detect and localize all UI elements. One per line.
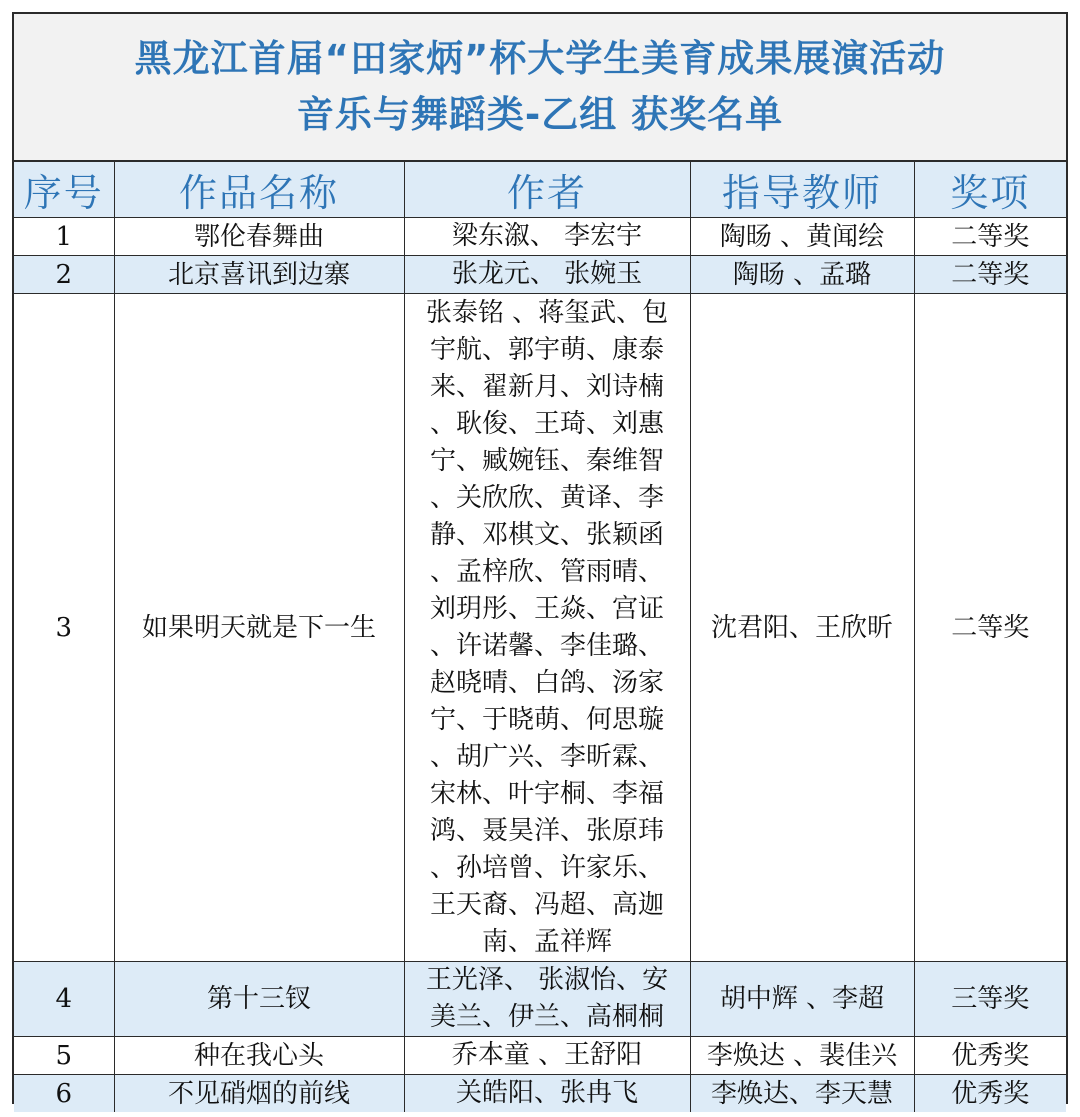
cell-work: 不见硝烟的前线	[114, 1075, 404, 1113]
table-row	[14, 1037, 1066, 1075]
cell-award: 二等奖	[914, 218, 1066, 256]
cell-award: 二等奖	[914, 256, 1066, 294]
cell-award: 三等奖	[914, 962, 1066, 1037]
cell-work: 如果明天就是下一生	[114, 294, 404, 962]
cell-no: 3	[14, 294, 114, 962]
cell-teacher: 李焕达、李天慧	[690, 1075, 914, 1113]
cell-no: 4	[14, 962, 114, 1037]
cell-authors: 梁东溆、 李宏宇	[404, 218, 690, 256]
table-row	[14, 1075, 1066, 1113]
header-teacher: 指导教师	[690, 162, 914, 218]
cell-teacher: 陶旸 、黄闻绘	[690, 218, 914, 256]
cell-no: 6	[14, 1075, 114, 1113]
cell-teacher: 李焕达 、裴佳兴	[690, 1037, 914, 1075]
table-header-row	[14, 162, 1066, 218]
cell-authors: 张龙元、 张婉玉	[404, 256, 690, 294]
award-sheet	[12, 12, 1068, 1109]
cell-no: 1	[14, 218, 114, 256]
table-row	[14, 218, 1066, 256]
cell-work: 第十三钗	[114, 962, 404, 1037]
cell-authors: 张泰铭 、蒋玺武、包 宇航、郭宇萌、康泰 来、翟新月、刘诗楠 、耿俊、王琦、刘惠 宁、臧婉钰、秦维智 、关欣欣、黄译、李 静、邓棋文、张颖函 、孟梓欣、管雨晴、 刘玥彤、王焱、宫证 、许诺馨、李佳璐、 赵晓晴、白鸽、汤家 宁、于晓萌、何思璇 、胡广兴、李昕霖、 宋林、叶宇桐、李福 鸿、聂昊洋、张原玮 、孙培曾、许家乐、 王天裔、冯超、高迦 南、孟祥辉	[404, 294, 690, 962]
cell-work: 种在我心头	[114, 1037, 404, 1075]
cell-no: 2	[14, 256, 114, 294]
header-work: 作品名称	[114, 162, 404, 218]
cell-award: 二等奖	[914, 294, 1066, 962]
cell-no: 5	[14, 1037, 114, 1075]
header-author: 作者	[404, 162, 690, 218]
table-row	[14, 294, 1066, 962]
cell-authors: 乔本童 、王舒阳	[404, 1037, 690, 1075]
cell-award: 优秀奖	[914, 1075, 1066, 1113]
title-banner	[14, 14, 1066, 162]
page-subtitle: 音乐与舞蹈类-乙组 获奖名单	[296, 93, 784, 136]
cell-authors: 王光泽、 张淑怡、安 美兰、伊兰、高桐桐	[404, 962, 690, 1037]
page-title: 黑龙江首届“田家炳”杯大学生美育成果展演活动	[134, 37, 946, 80]
table-row	[14, 256, 1066, 294]
cell-authors: 关皓阳、张冉飞	[404, 1075, 690, 1113]
table-row	[14, 962, 1066, 1037]
cell-teacher: 沈君阳、王欣昕	[690, 294, 914, 962]
cell-work: 北京喜讯到边寨	[114, 256, 404, 294]
cell-work: 鄂伦春舞曲	[114, 218, 404, 256]
header-award: 奖项	[914, 162, 1066, 218]
award-table	[14, 162, 1066, 1112]
cell-teacher: 陶旸 、孟璐	[690, 256, 914, 294]
header-no: 序号	[14, 162, 114, 218]
cell-teacher: 胡中辉 、李超	[690, 962, 914, 1037]
cell-award: 优秀奖	[914, 1037, 1066, 1075]
